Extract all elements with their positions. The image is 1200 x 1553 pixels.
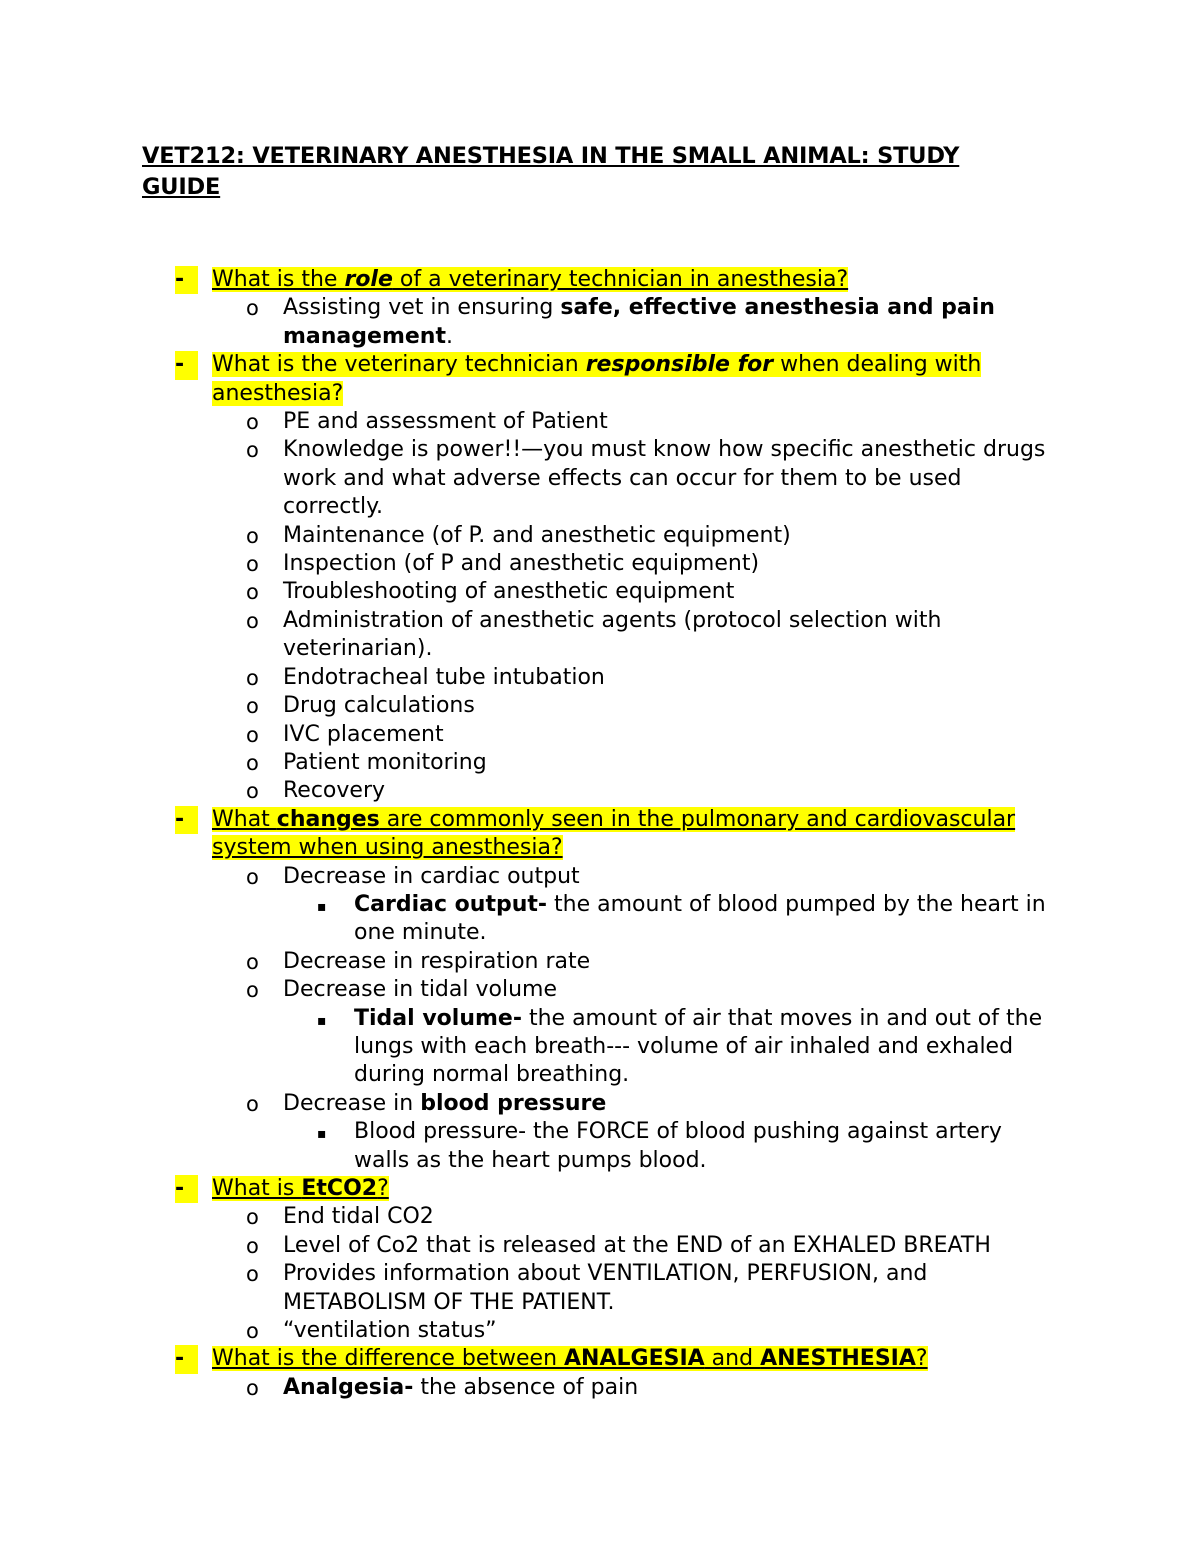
- question-role: [0, 266, 1200, 294]
- question-responsible: [0, 351, 1200, 408]
- circle-bullet: o: [246, 608, 259, 633]
- question-text: What is the veterinary technician responsible for when dealing with anesthesia?: [212, 352, 982, 406]
- circle-bullet: o: [246, 438, 259, 463]
- list-item: o IVC placement: [0, 721, 1200, 749]
- dash-bullet: -: [175, 351, 198, 379]
- dash-bullet: -: [175, 1345, 198, 1373]
- circle-bullet: o: [246, 296, 259, 321]
- list-item: o Level of Co2 that is released at the END of an EXHALED BREATH: [0, 1232, 1200, 1260]
- list-item: o Analgesia- the absence of pain: [0, 1374, 1200, 1402]
- circle-bullet: o: [246, 750, 259, 775]
- list-item: o Assisting vet in ensuring safe, effective anesthesia and pain management.: [246, 295, 995, 349]
- page-title: VET212: VETERINARY ANESTHESIA IN THE SMALL ANIMAL: STUDY GUIDE: [142, 143, 960, 200]
- circle-bullet: o: [246, 779, 259, 804]
- study-guide-content: [0, 266, 1200, 1402]
- question-analgesia-anesthesia: [0, 1345, 1200, 1373]
- circle-bullet: o: [246, 410, 259, 435]
- list-item: o Provides information about VENTILATION, PERFUSION, and METABOLISM OF THE PATIENT.: [246, 1261, 928, 1315]
- sub-list-item: ▪ Tidal volume- the amount of air that moves in and out of the lungs with each breath--- volume of air inhaled and exhaled during normal breathing.: [317, 1005, 1043, 1088]
- circle-bullet: o: [246, 1319, 259, 1344]
- circle-bullet: o: [246, 1233, 259, 1258]
- question-text: What is the role of a veterinary technician in anesthesia?: [212, 267, 849, 292]
- question-text: What is the difference between ANALGESIA and ANESTHESIA?: [212, 1346, 928, 1372]
- sub-list-item: ▪ Cardiac output- the amount of blood pumped by the heart in one minute.: [317, 891, 1046, 946]
- square-bullet: ▪: [317, 1012, 327, 1029]
- circle-bullet: o: [246, 1375, 259, 1400]
- square-bullet: ▪: [317, 898, 327, 915]
- square-bullet: ▪: [317, 1126, 327, 1143]
- dash-bullet: -: [175, 266, 198, 294]
- circle-bullet: o: [246, 1205, 259, 1230]
- circle-bullet: o: [246, 1262, 259, 1287]
- question-etco2: [0, 1175, 1200, 1203]
- circle-bullet: o: [246, 665, 259, 690]
- list-item: o Decrease in respiration rate: [0, 948, 1200, 976]
- list-item: o Recovery: [0, 777, 1200, 805]
- circle-bullet: o: [246, 864, 259, 889]
- list-item: o Inspection (of P and anesthetic equipment): [0, 550, 1200, 578]
- circle-bullet: o: [246, 949, 259, 974]
- list-item: o Endotracheal tube intubation: [0, 664, 1200, 692]
- list-item: o Decrease in blood pressure: [0, 1090, 1200, 1118]
- list-item: o Knowledge is power!!—you must know how specific anesthetic drugs work and what adverse effects can occur for them to be used correctly.: [246, 437, 1046, 520]
- list-item: o End tidal CO2: [0, 1203, 1200, 1231]
- list-item: o Administration of anesthetic agents (protocol selection with veterinarian).: [246, 607, 942, 662]
- list-item: o “ventilation status”: [0, 1317, 1200, 1345]
- dash-bullet: -: [175, 806, 198, 834]
- question-text: What is EtCO2?: [212, 1176, 389, 1201]
- list-item: o Decrease in cardiac output: [0, 863, 1200, 891]
- list-item: o Decrease in tidal volume: [0, 976, 1200, 1004]
- circle-bullet: o: [246, 978, 259, 1003]
- list-item: o Maintenance (of P. and anesthetic equipment): [0, 522, 1200, 550]
- circle-bullet: o: [246, 580, 259, 605]
- list-item: o PE and assessment of Patient: [0, 408, 1200, 436]
- circle-bullet: o: [246, 552, 259, 577]
- question-changes: [0, 806, 1200, 863]
- circle-bullet: o: [246, 523, 259, 548]
- list-item: o Drug calculations: [0, 692, 1200, 720]
- question-text: What changes are commonly seen in the pulmonary and cardiovascular system when using anesthesia?: [212, 806, 1016, 861]
- list-item: o Troubleshooting of anesthetic equipment: [0, 578, 1200, 606]
- circle-bullet: o: [246, 694, 259, 719]
- circle-bullet: o: [246, 1091, 259, 1116]
- dash-bullet: -: [175, 1175, 198, 1203]
- circle-bullet: o: [246, 722, 259, 747]
- sub-list-item: ▪ Blood pressure- the FORCE of blood pushing against artery walls as the heart pumps blood.: [317, 1119, 1002, 1173]
- list-item: o Patient monitoring: [0, 749, 1200, 777]
